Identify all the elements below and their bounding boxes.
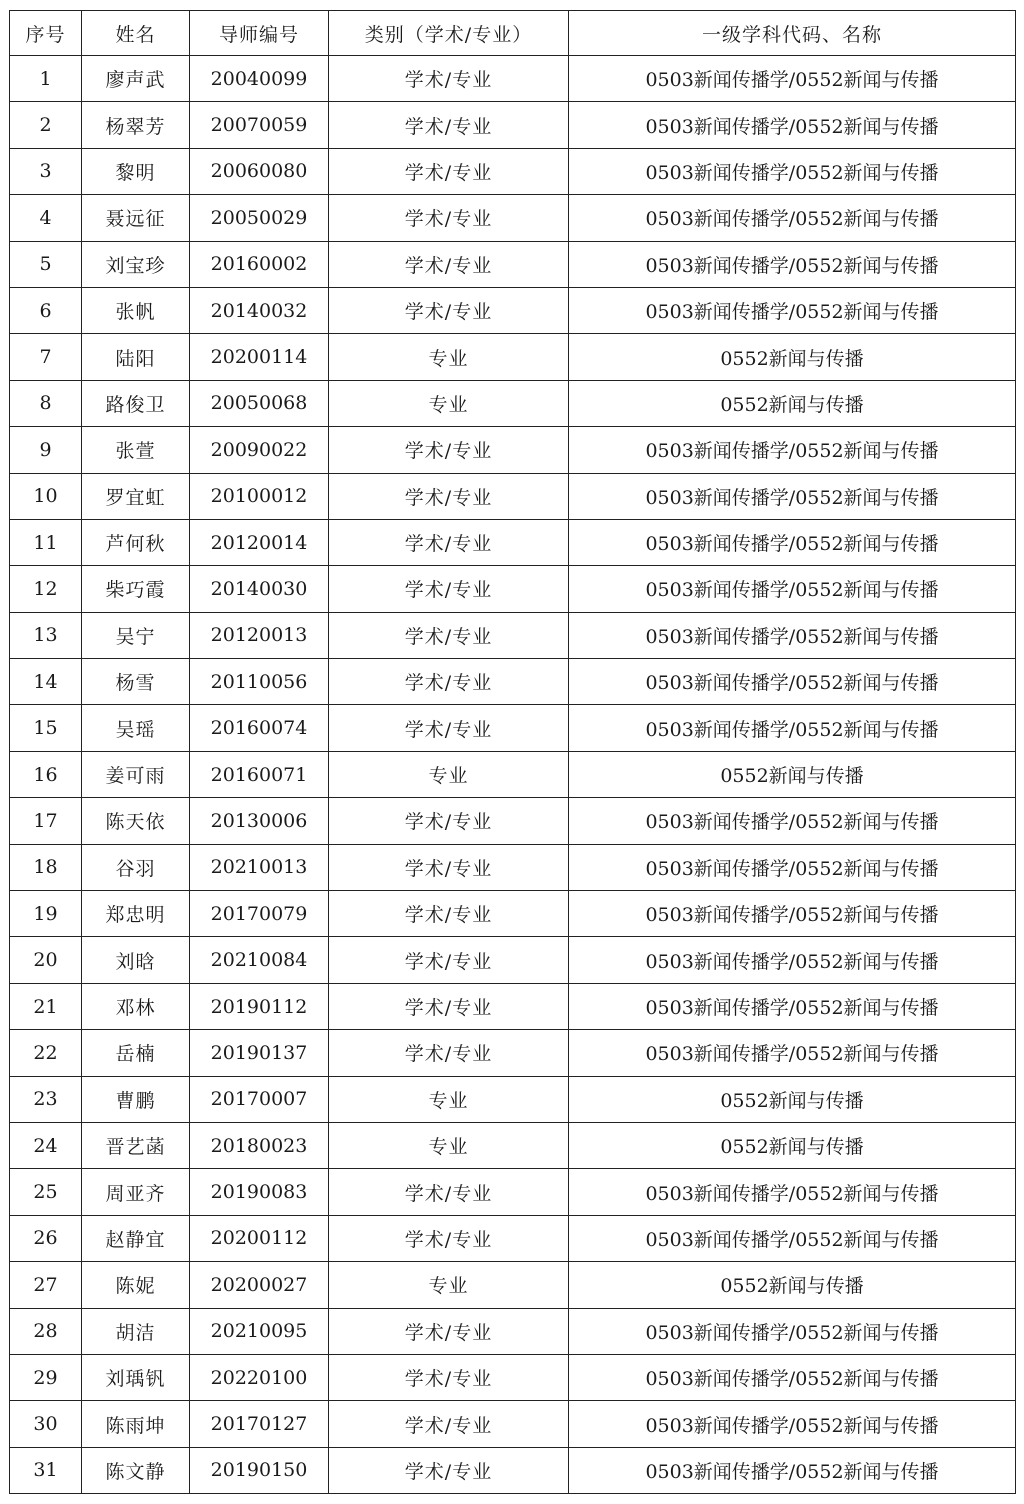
cell-advisor-id: 20170127 — [190, 1401, 329, 1447]
cell-category: 学术/专业 — [329, 473, 569, 519]
cell-category: 学术/专业 — [329, 287, 569, 333]
cell-serial-number: 27 — [10, 1262, 82, 1308]
table-row — [10, 844, 1016, 890]
advisor-table-sheet — [9, 10, 1015, 1496]
header-serial-number: 序号 — [10, 11, 82, 56]
cell-category: 专业 — [329, 751, 569, 797]
cell-serial-number: 1 — [10, 56, 82, 102]
cell-name: 杨翠芳 — [82, 102, 190, 148]
cell-category: 学术/专业 — [329, 1215, 569, 1261]
cell-name: 姜可雨 — [82, 751, 190, 797]
cell-advisor-id: 20140032 — [190, 287, 329, 333]
cell-advisor-id: 20180023 — [190, 1122, 329, 1168]
cell-advisor-id: 20190150 — [190, 1447, 329, 1493]
table-row — [10, 1076, 1016, 1122]
cell-name: 聂远征 — [82, 195, 190, 241]
cell-discipline: 0503新闻传播学/0552新闻与传播 — [569, 983, 1016, 1029]
cell-discipline: 0503新闻传播学/0552新闻与传播 — [569, 1354, 1016, 1400]
cell-advisor-id: 20110056 — [190, 659, 329, 705]
cell-discipline: 0503新闻传播学/0552新闻与传播 — [569, 798, 1016, 844]
cell-serial-number: 22 — [10, 1030, 82, 1076]
cell-serial-number: 2 — [10, 102, 82, 148]
cell-category: 学术/专业 — [329, 427, 569, 473]
cell-category: 专业 — [329, 1122, 569, 1168]
cell-advisor-id: 20200027 — [190, 1262, 329, 1308]
cell-serial-number: 28 — [10, 1308, 82, 1354]
table-row — [10, 334, 1016, 380]
table-row — [10, 798, 1016, 844]
table-row — [10, 659, 1016, 705]
advisor-table — [9, 10, 1016, 1494]
cell-discipline: 0503新闻传播学/0552新闻与传播 — [569, 1169, 1016, 1215]
cell-category: 学术/专业 — [329, 241, 569, 287]
table-row — [10, 1401, 1016, 1447]
cell-category: 学术/专业 — [329, 798, 569, 844]
cell-serial-number: 15 — [10, 705, 82, 751]
cell-advisor-id: 20190137 — [190, 1030, 329, 1076]
cell-name: 芦何秋 — [82, 519, 190, 565]
cell-discipline: 0503新闻传播学/0552新闻与传播 — [569, 566, 1016, 612]
table-row — [10, 473, 1016, 519]
cell-discipline: 0552新闻与传播 — [569, 380, 1016, 426]
cell-name: 路俊卫 — [82, 380, 190, 426]
cell-name: 罗宜虹 — [82, 473, 190, 519]
cell-serial-number: 8 — [10, 380, 82, 426]
cell-serial-number: 29 — [10, 1354, 82, 1400]
cell-category: 专业 — [329, 380, 569, 426]
cell-serial-number: 3 — [10, 148, 82, 194]
table-row — [10, 519, 1016, 565]
cell-name: 黎明 — [82, 148, 190, 194]
table-row — [10, 1169, 1016, 1215]
cell-category: 专业 — [329, 1262, 569, 1308]
cell-category: 学术/专业 — [329, 102, 569, 148]
cell-advisor-id: 20210084 — [190, 937, 329, 983]
cell-category: 学术/专业 — [329, 705, 569, 751]
cell-name: 刘晗 — [82, 937, 190, 983]
cell-category: 学术/专业 — [329, 1447, 569, 1493]
cell-advisor-id: 20100012 — [190, 473, 329, 519]
cell-category: 专业 — [329, 1076, 569, 1122]
cell-name: 谷羽 — [82, 844, 190, 890]
cell-discipline: 0503新闻传播学/0552新闻与传播 — [569, 612, 1016, 658]
header-name: 姓名 — [82, 11, 190, 56]
cell-discipline: 0503新闻传播学/0552新闻与传播 — [569, 241, 1016, 287]
table-row — [10, 102, 1016, 148]
table-row — [10, 891, 1016, 937]
cell-discipline: 0552新闻与传播 — [569, 1122, 1016, 1168]
cell-advisor-id: 20200114 — [190, 334, 329, 380]
cell-discipline: 0503新闻传播学/0552新闻与传播 — [569, 1215, 1016, 1261]
cell-category: 学术/专业 — [329, 1354, 569, 1400]
cell-category: 学术/专业 — [329, 1308, 569, 1354]
cell-name: 张萱 — [82, 427, 190, 473]
cell-category: 学术/专业 — [329, 566, 569, 612]
table-row — [10, 937, 1016, 983]
cell-category: 学术/专业 — [329, 1030, 569, 1076]
table-row — [10, 1215, 1016, 1261]
cell-discipline: 0503新闻传播学/0552新闻与传播 — [569, 1447, 1016, 1493]
cell-discipline: 0503新闻传播学/0552新闻与传播 — [569, 148, 1016, 194]
cell-advisor-id: 20170007 — [190, 1076, 329, 1122]
cell-discipline: 0503新闻传播学/0552新闻与传播 — [569, 195, 1016, 241]
cell-advisor-id: 20050068 — [190, 380, 329, 426]
cell-name: 胡洁 — [82, 1308, 190, 1354]
cell-serial-number: 13 — [10, 612, 82, 658]
cell-serial-number: 25 — [10, 1169, 82, 1215]
cell-serial-number: 9 — [10, 427, 82, 473]
cell-name: 陆阳 — [82, 334, 190, 380]
table-row — [10, 287, 1016, 333]
cell-name: 刘瑀钒 — [82, 1354, 190, 1400]
cell-serial-number: 5 — [10, 241, 82, 287]
cell-discipline: 0503新闻传播学/0552新闻与传播 — [569, 56, 1016, 102]
cell-category: 学术/专业 — [329, 983, 569, 1029]
cell-discipline: 0552新闻与传播 — [569, 751, 1016, 797]
cell-serial-number: 23 — [10, 1076, 82, 1122]
cell-advisor-id: 20170079 — [190, 891, 329, 937]
cell-advisor-id: 20060080 — [190, 148, 329, 194]
cell-advisor-id: 20140030 — [190, 566, 329, 612]
table-row — [10, 148, 1016, 194]
cell-category: 学术/专业 — [329, 56, 569, 102]
table-row — [10, 1354, 1016, 1400]
cell-name: 廖声武 — [82, 56, 190, 102]
cell-category: 学术/专业 — [329, 891, 569, 937]
cell-category: 学术/专业 — [329, 659, 569, 705]
cell-discipline: 0503新闻传播学/0552新闻与传播 — [569, 844, 1016, 890]
cell-serial-number: 14 — [10, 659, 82, 705]
cell-category: 学术/专业 — [329, 937, 569, 983]
cell-discipline: 0552新闻与传播 — [569, 334, 1016, 380]
cell-name: 陈雨坤 — [82, 1401, 190, 1447]
table-row — [10, 380, 1016, 426]
cell-serial-number: 12 — [10, 566, 82, 612]
cell-serial-number: 10 — [10, 473, 82, 519]
cell-discipline: 0552新闻与传播 — [569, 1262, 1016, 1308]
cell-advisor-id: 20210013 — [190, 844, 329, 890]
cell-discipline: 0503新闻传播学/0552新闻与传播 — [569, 287, 1016, 333]
cell-name: 刘宝珍 — [82, 241, 190, 287]
cell-serial-number: 16 — [10, 751, 82, 797]
cell-advisor-id: 20220100 — [190, 1354, 329, 1400]
cell-name: 吴宁 — [82, 612, 190, 658]
cell-name: 曹鹏 — [82, 1076, 190, 1122]
cell-name: 柴巧霞 — [82, 566, 190, 612]
cell-serial-number: 30 — [10, 1401, 82, 1447]
table-row — [10, 983, 1016, 1029]
cell-category: 学术/专业 — [329, 1401, 569, 1447]
cell-name: 杨雪 — [82, 659, 190, 705]
cell-category: 学术/专业 — [329, 844, 569, 890]
cell-advisor-id: 20200112 — [190, 1215, 329, 1261]
cell-discipline: 0503新闻传播学/0552新闻与传播 — [569, 519, 1016, 565]
cell-advisor-id: 20160002 — [190, 241, 329, 287]
cell-serial-number: 7 — [10, 334, 82, 380]
cell-discipline: 0503新闻传播学/0552新闻与传播 — [569, 473, 1016, 519]
cell-name: 郑忠明 — [82, 891, 190, 937]
cell-discipline: 0552新闻与传播 — [569, 1076, 1016, 1122]
cell-serial-number: 26 — [10, 1215, 82, 1261]
cell-discipline: 0503新闻传播学/0552新闻与传播 — [569, 102, 1016, 148]
cell-discipline: 0503新闻传播学/0552新闻与传播 — [569, 1401, 1016, 1447]
cell-name: 晋艺菡 — [82, 1122, 190, 1168]
table-row — [10, 1447, 1016, 1493]
cell-advisor-id: 20090022 — [190, 427, 329, 473]
cell-serial-number: 21 — [10, 983, 82, 1029]
table-row — [10, 241, 1016, 287]
cell-discipline: 0503新闻传播学/0552新闻与传播 — [569, 1030, 1016, 1076]
table-row — [10, 612, 1016, 658]
cell-name: 陈文静 — [82, 1447, 190, 1493]
cell-name: 陈天依 — [82, 798, 190, 844]
cell-discipline: 0503新闻传播学/0552新闻与传播 — [569, 659, 1016, 705]
cell-serial-number: 18 — [10, 844, 82, 890]
cell-serial-number: 19 — [10, 891, 82, 937]
cell-discipline: 0503新闻传播学/0552新闻与传播 — [569, 705, 1016, 751]
cell-discipline: 0503新闻传播学/0552新闻与传播 — [569, 427, 1016, 473]
table-row — [10, 751, 1016, 797]
cell-category: 学术/专业 — [329, 612, 569, 658]
cell-discipline: 0503新闻传播学/0552新闻与传播 — [569, 937, 1016, 983]
cell-category: 专业 — [329, 334, 569, 380]
header-discipline: 一级学科代码、名称 — [569, 11, 1016, 56]
cell-serial-number: 11 — [10, 519, 82, 565]
cell-advisor-id: 20040099 — [190, 56, 329, 102]
cell-advisor-id: 20160071 — [190, 751, 329, 797]
cell-advisor-id: 20070059 — [190, 102, 329, 148]
cell-advisor-id: 20120014 — [190, 519, 329, 565]
table-row — [10, 1262, 1016, 1308]
cell-name: 张帆 — [82, 287, 190, 333]
table-row — [10, 427, 1016, 473]
cell-category: 学术/专业 — [329, 519, 569, 565]
header-advisor-id: 导师编号 — [190, 11, 329, 56]
table-row — [10, 566, 1016, 612]
cell-serial-number: 20 — [10, 937, 82, 983]
cell-advisor-id: 20190083 — [190, 1169, 329, 1215]
cell-category: 学术/专业 — [329, 1169, 569, 1215]
cell-name: 岳楠 — [82, 1030, 190, 1076]
cell-discipline: 0503新闻传播学/0552新闻与传播 — [569, 891, 1016, 937]
cell-serial-number: 31 — [10, 1447, 82, 1493]
cell-name: 吴瑶 — [82, 705, 190, 751]
table-row — [10, 1308, 1016, 1354]
cell-discipline: 0503新闻传播学/0552新闻与传播 — [569, 1308, 1016, 1354]
cell-category: 学术/专业 — [329, 195, 569, 241]
cell-advisor-id: 20210095 — [190, 1308, 329, 1354]
cell-serial-number: 17 — [10, 798, 82, 844]
header-row — [10, 11, 1016, 56]
table-row — [10, 1122, 1016, 1168]
cell-advisor-id: 20190112 — [190, 983, 329, 1029]
table-body — [10, 56, 1016, 1494]
table-row — [10, 195, 1016, 241]
table-header — [10, 11, 1016, 56]
table-row — [10, 1030, 1016, 1076]
cell-serial-number: 24 — [10, 1122, 82, 1168]
cell-serial-number: 4 — [10, 195, 82, 241]
header-category: 类别（学术/专业） — [329, 11, 569, 56]
cell-category: 学术/专业 — [329, 148, 569, 194]
cell-name: 赵静宜 — [82, 1215, 190, 1261]
cell-serial-number: 6 — [10, 287, 82, 333]
table-row — [10, 56, 1016, 102]
cell-advisor-id: 20120013 — [190, 612, 329, 658]
cell-advisor-id: 20130006 — [190, 798, 329, 844]
cell-advisor-id: 20050029 — [190, 195, 329, 241]
cell-name: 邓林 — [82, 983, 190, 1029]
cell-name: 周亚齐 — [82, 1169, 190, 1215]
cell-name: 陈妮 — [82, 1262, 190, 1308]
table-row — [10, 705, 1016, 751]
cell-advisor-id: 20160074 — [190, 705, 329, 751]
